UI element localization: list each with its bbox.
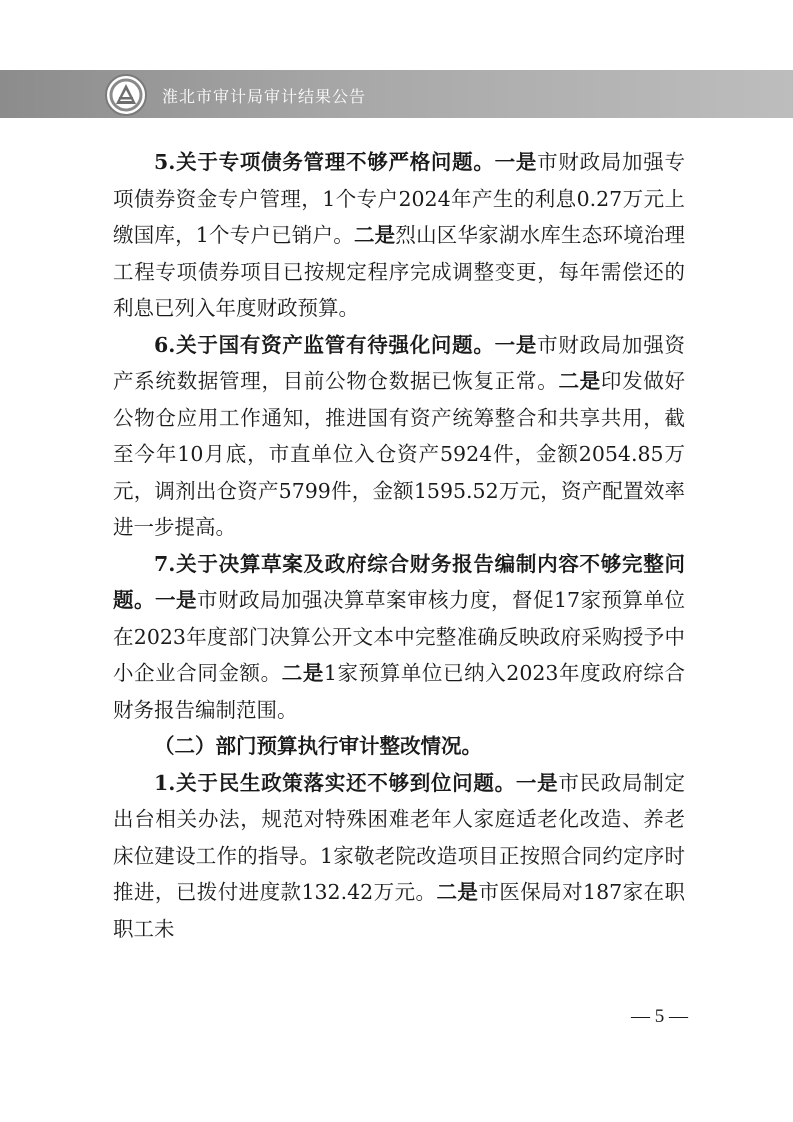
paragraph-heading: 7.关于决算草案及政府综合财务报告编制内容不够完整问题。	[113, 551, 685, 612]
audit-logo-icon	[104, 73, 148, 117]
item-marker: 二是	[558, 369, 601, 393]
item-marker: 一是	[515, 770, 559, 795]
paragraph-text: 市财政局加强专项债券资金专户管理，1个专户2024年产生的利息0.27万元上缴国库，1个专户已销户。	[113, 150, 686, 247]
paragraph-heading: 1.关于民生政策落实还不够到位问题。	[154, 770, 516, 795]
item-marker: 二是	[281, 661, 324, 685]
item-marker: 二是	[353, 223, 396, 247]
item-marker: 二是	[436, 880, 479, 904]
paragraph-text: 市民政局制定出台相关办法，规范对特殊困难老年人家庭适老化改造、养老床位建设工作的指导。1家敬老院改造项目正按照合同约定序时推进，已拨付进度款132.42万元。	[113, 770, 686, 904]
paragraph	[113, 765, 685, 948]
paragraph-text: 市医保局对187家在职职工未	[113, 880, 685, 941]
paragraph-text: 1家预算单位已纳入2023年度政府综合财务报告编制范围。	[113, 661, 686, 722]
paragraph-heading: 5.关于专项债务管理不够严格问题。	[154, 150, 495, 174]
paragraph	[113, 728, 685, 765]
paragraph	[113, 144, 685, 327]
item-marker: 一是	[494, 150, 538, 174]
document-body	[113, 144, 685, 947]
header-title: 淮北市审计局审计结果公告	[162, 87, 367, 106]
paragraph-heading: 6.关于国有资产监管有待强化问题。	[154, 332, 495, 357]
item-marker: 一是	[155, 588, 197, 612]
paragraph-text: 市财政局加强决算草案审核力度，督促17家预算单位在2023年度部门决算公开文本中完整准确反映政府采购授予中小企业合同金额。	[113, 588, 686, 685]
paragraph-text: 烈山区华家湖水库生态环境治理工程专项债券项目已按规定程序完成调整变更，每年需偿还的利息已列入年度财政预算。	[113, 223, 685, 320]
paragraph-text: 市财政局加强资产系统数据管理，目前公物仓数据已恢复正常。	[113, 332, 686, 393]
paragraph-heading: （二）部门预算执行审计整改情况。	[154, 734, 482, 758]
page-number: — 5 —	[631, 1006, 688, 1027]
paragraph-text: 印发做好公物仓应用工作通知，推进国有资产统筹整合和共享共用，截至今年10月底，市直单位入仓资产5924件，金额2054.85万元，调剂出仓资产5799件，金额1595.52万元，资产配置效率进一步提高。	[113, 369, 686, 539]
paragraph	[113, 327, 685, 546]
paragraph	[113, 546, 685, 729]
item-marker: 一是	[494, 332, 538, 357]
